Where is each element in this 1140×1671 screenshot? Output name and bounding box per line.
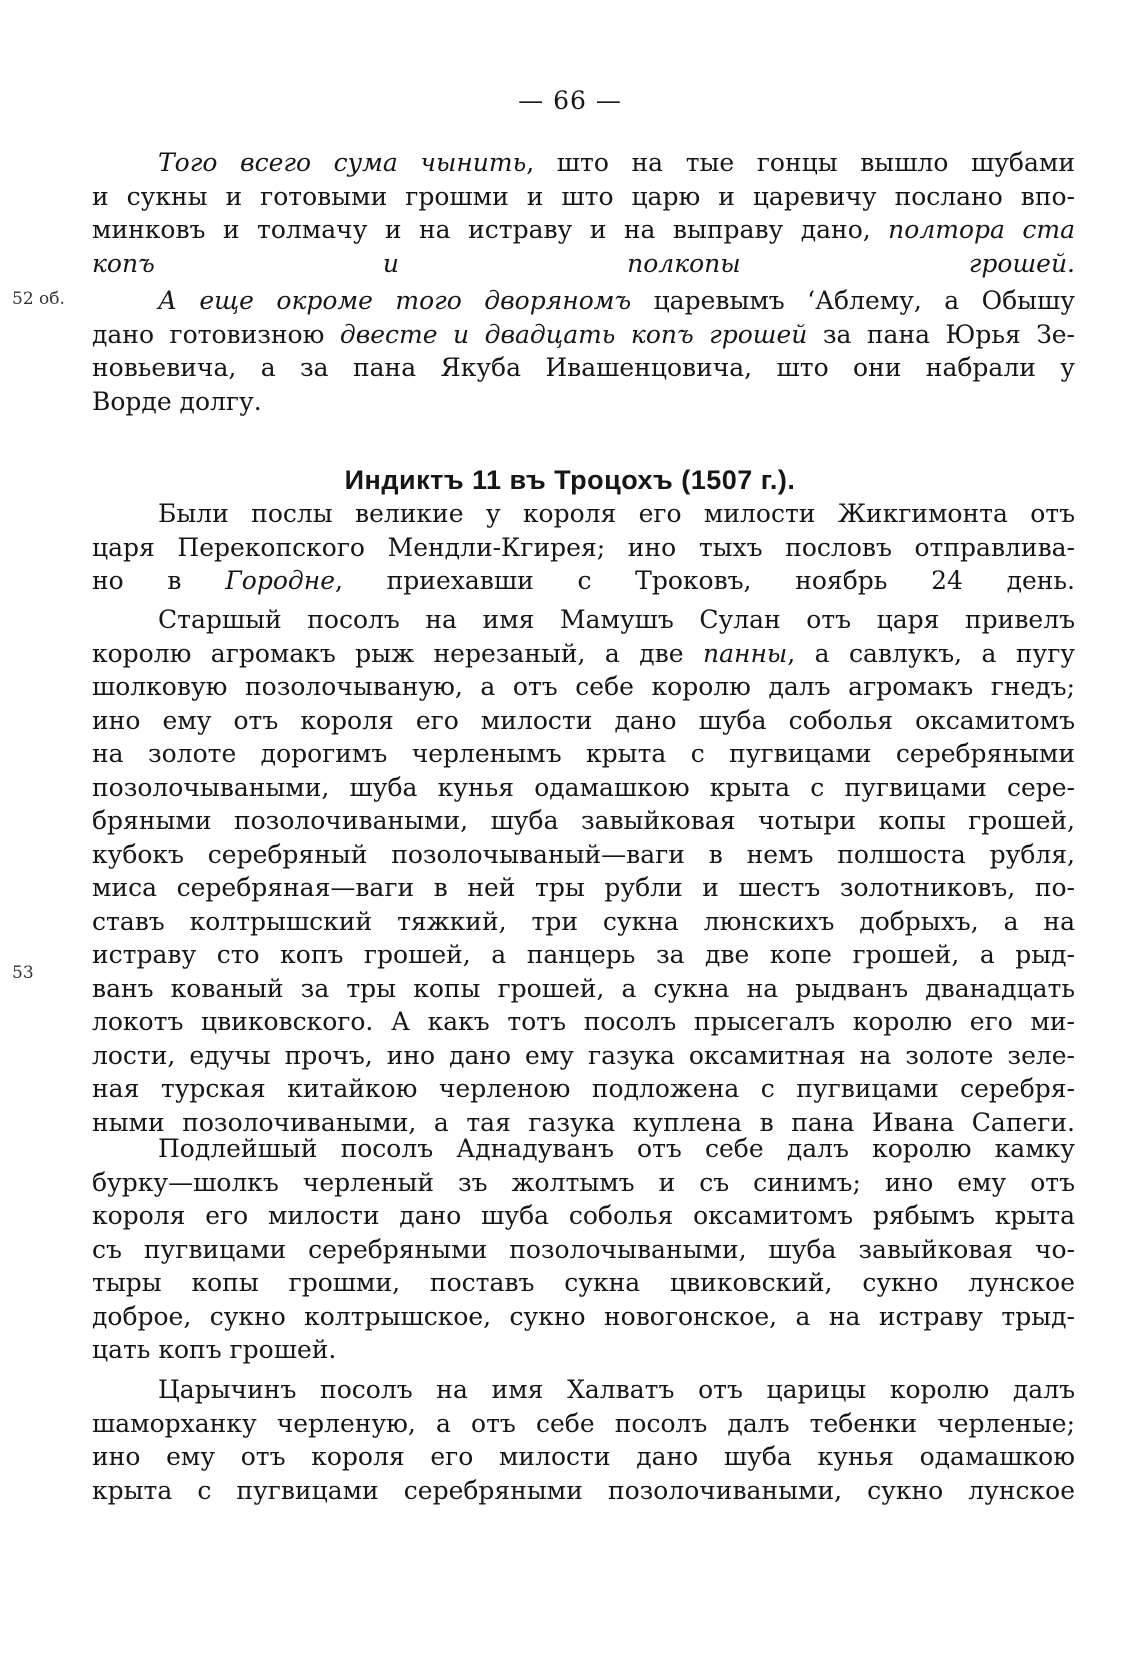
text-run: доброе, сукно колтрышское, сукно новогонское, а на истраву трыд- — [92, 1301, 1075, 1331]
page-number: — 66 — — [518, 86, 622, 115]
text-run: новьевича, а за пана Якуба Ивашенцовича, што они набрали у — [92, 353, 1075, 382]
text-line — [92, 284, 1075, 318]
text-run: , а савлукъ, а пугу — [787, 638, 1076, 668]
text-line — [92, 1233, 1075, 1267]
text-run: царя Перекопского Мендли-Кгирея; ино тыхъ пословъ отправлива- — [92, 532, 1075, 562]
italic-text: А еще окроме того дворяномъ — [158, 286, 632, 315]
text-line — [92, 804, 1075, 838]
text-line — [92, 1373, 1075, 1407]
text-run: цать копъ грошей. — [92, 1335, 337, 1364]
text-line — [92, 1300, 1075, 1334]
text-line — [92, 146, 1075, 180]
text-line — [92, 1266, 1075, 1300]
text-run: Царычинъ посолъ на имя Халватъ отъ царицы королю далъ — [158, 1375, 1075, 1404]
text-line — [92, 838, 1075, 872]
text-line — [92, 1333, 1075, 1367]
text-run: съ пугвицами серебряными позолочываными, шуба завыйковая чо- — [92, 1234, 1075, 1264]
text-run: Были послы великие у короля его милости Жикгимонта отъ — [158, 499, 1075, 528]
section-heading: Индиктъ 11 въ Троцохъ (1507 г.). — [344, 465, 796, 495]
text-line — [92, 938, 1075, 972]
text-run: ино ему отъ короля его милости дано шуба соболья оксамитомъ — [92, 705, 1075, 735]
text-run: миса серебряная—ваги в ней тры рубли и шестъ золотниковъ, по- — [92, 873, 1075, 902]
text-run: дано готовизною — [92, 319, 340, 349]
text-line — [92, 1005, 1075, 1039]
text-run: ставъ колтрышский тяжкий, три сукна люнскихъ добрыхъ, а на — [92, 906, 1075, 936]
text-line — [92, 213, 1075, 247]
text-line — [92, 1072, 1075, 1106]
text-line — [92, 1166, 1075, 1200]
text-run: ванъ кованый за тры копы грошей, а сукна на рыдванъ дванадцать — [92, 973, 1075, 1003]
paragraph — [92, 1132, 1075, 1367]
text-run: бурку—шолкъ черленый зъ жолтымъ и съ синимъ; ино ему отъ — [92, 1167, 1075, 1197]
text-run: лости, едучы прочъ, ино дано ему газука оксамитная на золоте зеле- — [92, 1040, 1075, 1070]
text-line — [92, 318, 1075, 352]
text-line — [92, 385, 1075, 419]
text-run: , што на тые гонцы вышло шубами — [526, 148, 1075, 177]
text-run: ино ему отъ короля его милости дано шуба кунья одамашкою — [92, 1442, 1075, 1471]
text-run: королю агромакъ рыж нерезаный, а две — [92, 638, 703, 668]
text-line — [92, 972, 1075, 1006]
margin-note-folio: 53 — [12, 963, 34, 983]
text-line — [92, 905, 1075, 939]
text-line — [92, 531, 1075, 565]
text-line — [92, 564, 1075, 598]
text-line — [92, 771, 1075, 805]
italic-text: панны — [702, 638, 788, 668]
paragraph — [92, 146, 1075, 280]
text-line — [92, 871, 1075, 905]
text-run: шаморханку черленую, а отъ себе посолъ далъ тебенки черленые; — [92, 1408, 1075, 1438]
text-line — [92, 1407, 1075, 1441]
text-run: Ворде долгу. — [92, 386, 262, 416]
text-line — [92, 497, 1075, 531]
text-line — [92, 603, 1075, 637]
margin-note-folio: 52 об. — [12, 289, 65, 309]
paragraph — [92, 497, 1075, 598]
text-line — [92, 180, 1075, 214]
text-run: но в — [92, 566, 226, 595]
text-run: локотъ цвиковского. А какъ тотъ посолъ прысегалъ королю его ми- — [92, 1007, 1075, 1036]
text-line — [92, 247, 1075, 281]
text-run: шолковую позолочываную, а отъ себе королю далъ агромакъ гнедъ; — [92, 672, 1075, 701]
text-run: бряными позолочиваными, шуба завыйковая чотыри копы грошей, — [92, 806, 1075, 835]
text-line — [92, 1132, 1075, 1166]
text-line — [92, 1039, 1075, 1073]
text-line — [92, 670, 1075, 704]
text-run: короля его милости дано шуба соболья оксамитомъ рябымъ крыта — [92, 1201, 1075, 1230]
italic-text: полтора ста — [888, 215, 1075, 244]
text-line — [92, 704, 1075, 738]
text-run: и сукны и готовыми грошми и што царю и царевичу послано впо- — [92, 181, 1075, 211]
italic-text: Городне — [225, 566, 335, 595]
text-run: минковъ и толмачу и на истраву и на выправу дано, — [92, 215, 889, 244]
text-run: позолочываными, шуба кунья одамашкою крыта с пугвицами сере- — [92, 772, 1075, 802]
text-run: ная турская китайкою черленою подложена с пугвицами серебря- — [92, 1074, 1075, 1103]
text-run: кубокъ серебряный позолочываный—ваги в немъ полшоста рубля, — [92, 839, 1075, 869]
italic-text: двесте и двадцать копъ грошей — [339, 319, 808, 349]
paragraph — [92, 284, 1075, 418]
text-run: , приехавши с Троковъ, ноябрь 24 день. — [334, 566, 1075, 595]
text-line — [92, 1199, 1075, 1233]
text-run: истраву сто копъ грошей, а панцерь за две копе грошей, а рыд- — [92, 940, 1075, 969]
text-line — [92, 1440, 1075, 1474]
text-line — [92, 637, 1075, 671]
text-run: Подлейшый посолъ Аднадуванъ отъ себе далъ королю камку — [158, 1134, 1075, 1163]
text-line — [92, 1474, 1075, 1508]
text-run: царевымъ ʻАблему, а Обышу — [631, 286, 1075, 315]
text-run: крыта с пугвицами серебряными позолочиваными, сукно лунское — [92, 1475, 1075, 1505]
text-line — [92, 737, 1075, 771]
text-run: за пана Юрья Зе- — [807, 319, 1076, 349]
italic-text: копъ и полкопы грошей. — [92, 248, 1075, 278]
text-run: Старшый посолъ на имя Мамушъ Сулан отъ царя привелъ — [158, 605, 1075, 634]
text-run: на золоте дорогимъ черленымъ крыта с пугвицами серебряными — [92, 739, 1075, 768]
text-run: тыры копы грошми, поставъ сукна цвиковский, сукно лунское — [92, 1268, 1075, 1297]
text-run: ными позолочиваными, а тая газука куплена в пана Ивана Сапеги. — [92, 1107, 1075, 1137]
paragraph — [92, 1373, 1075, 1507]
paragraph — [92, 603, 1075, 1139]
italic-text: Того всего сума чынить — [158, 148, 527, 177]
text-line — [92, 351, 1075, 385]
